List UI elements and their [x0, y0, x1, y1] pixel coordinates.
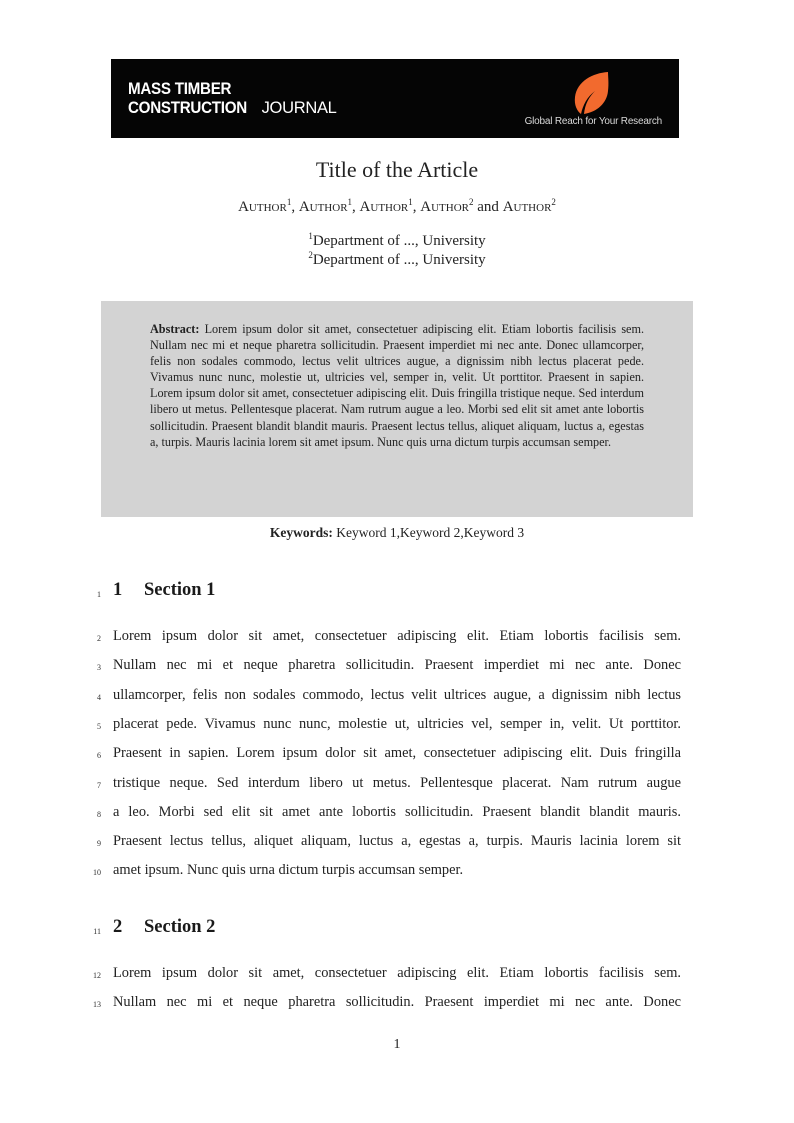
author-list	[0, 199, 794, 216]
journal-name-line2-normal: JOURNAL	[261, 99, 337, 117]
page-number: 1	[393, 1037, 401, 1052]
line-number: 2	[97, 634, 101, 643]
line-number: 7	[97, 781, 101, 790]
line-number: 11	[93, 927, 101, 936]
author: Author$^1$,	[298, 197, 360, 215]
affiliation: $^1$Department of ..., University	[308, 231, 486, 249]
keywords-label: Keywords:	[269, 525, 333, 540]
line-number: 3	[97, 663, 101, 672]
text-line	[0, 745, 794, 765]
line-number: 9	[97, 839, 101, 848]
body-text: Nullam nec mi et neque pharetra sollicitudin. Praesent imperdiet mi nec ante. Donec	[113, 657, 681, 673]
affiliation: $^2$Department of ..., University	[308, 250, 486, 268]
abstract-label: Abstract:	[150, 322, 200, 336]
text-line	[0, 965, 794, 985]
body-text: Praesent lectus tellus, aliquet aliquam, luctus a, egestas a, turpis. Mauris lacinia lorem sit	[113, 833, 681, 849]
body-text: tristique neque. Sed interdum libero ut metus. Pellentesque placerat. Nam rutrum augue	[113, 775, 681, 791]
journal-name-line1: MASS TIMBER	[128, 80, 232, 98]
body-text: amet ipsum. Nunc quis urna dictum turpis accumsan semper.	[113, 862, 464, 878]
line-number: 4	[97, 693, 101, 702]
body-text: Praesent in sapien. Lorem ipsum dolor sit amet, consectetuer adipiscing elit. Duis fringilla	[113, 745, 681, 761]
text-line	[0, 804, 794, 824]
author: Author$^1$,	[359, 197, 421, 215]
text-line	[0, 687, 794, 707]
body-text: Lorem ipsum dolor sit amet, consectetuer adipiscing elit. Etiam lobortis facilisis sem.	[113, 628, 681, 644]
body-text: ullamcorper, felis non sodales commodo, lectus velit ultrices augue, a dignissim nibh lectus	[113, 687, 681, 703]
author: Author$^2$	[502, 197, 556, 215]
line-number: 6	[97, 751, 101, 760]
keywords	[0, 525, 794, 541]
abstract-box	[101, 301, 693, 517]
journal-name	[128, 80, 337, 118]
author: Author$^2$ and	[420, 197, 503, 215]
line-number: 13	[93, 1000, 101, 1009]
section-heading-1	[0, 580, 794, 604]
text-line	[0, 994, 794, 1014]
line-number: 5	[97, 722, 101, 731]
journal-name-line2-bold: CONSTRUCTION	[128, 99, 247, 117]
text-line	[0, 657, 794, 677]
section-title: 2 Section 2	[113, 917, 216, 937]
author: Author$^1$,	[238, 197, 299, 215]
journal-tagline: Global Reach for Your Research	[524, 116, 662, 127]
article-title: Title of the Article	[315, 157, 479, 182]
body-text: Lorem ipsum dolor sit amet, consectetuer adipiscing elit. Etiam lobortis facilisis sem.	[113, 965, 681, 981]
body-text: placerat pede. Vivamus nunc nunc, molestie ut, ultricies vel, semper in, velit. Ut porttitor.	[113, 716, 681, 732]
line-number: 8	[97, 810, 101, 819]
body-text: Nullam nec mi et neque pharetra sollicitudin. Praesent imperdiet mi nec ante. Donec	[113, 994, 681, 1010]
text-line	[0, 862, 794, 882]
keywords-list: Keyword 1,Keyword 2,Keyword 3	[336, 525, 525, 540]
text-line	[0, 628, 794, 648]
text-line	[0, 775, 794, 795]
body-text: a leo. Morbi sed elit sit amet ante lobortis sollicitudin. Praesent blandit blandit mauris.	[113, 804, 681, 820]
line-number: 12	[93, 971, 101, 980]
abstract-text	[150, 321, 644, 450]
text-line	[0, 716, 794, 736]
journal-banner	[111, 59, 679, 138]
text-line	[0, 833, 794, 853]
section-title: 1 Section 1	[113, 580, 216, 600]
line-number: 1	[97, 590, 101, 599]
leaf-icon	[571, 71, 611, 115]
line-number: 10	[93, 868, 101, 877]
abstract-body: Lorem ipsum dolor sit amet, consectetuer adipiscing elit. Etiam lobortis facilisis sem. Nullam nec mi et neque pharetra sollicitudin. Praesent imperdiet mi nec ante. Donec ullamcorper, felis non sodales commodo, lectus velit ultrices augue, a dignissim nibh lectus placerat pede. Vivamus nunc nunc, molestie ut, ultricies vel, semper in, velit. Ut porttitor. Praesent in sapien. Lorem ipsum dolor sit amet, consectetuer adipiscing elit. Duis fringilla tristique neque. Sed interdum libero ut metus. Pellentesque placerat. Nam rutrum augue a leo. Morbi sed elit sit amet ante lobortis sollicitudin. Praesent blandit blandit mauris. Praesent lectus tellus, aliquet aliquam, luctus a, egestas a, turpis. Mauris lacinia lorem sit amet ipsum. Nunc quis urna dictum turpis accumsan semper.	[150, 322, 644, 449]
section-heading-2	[0, 917, 794, 941]
